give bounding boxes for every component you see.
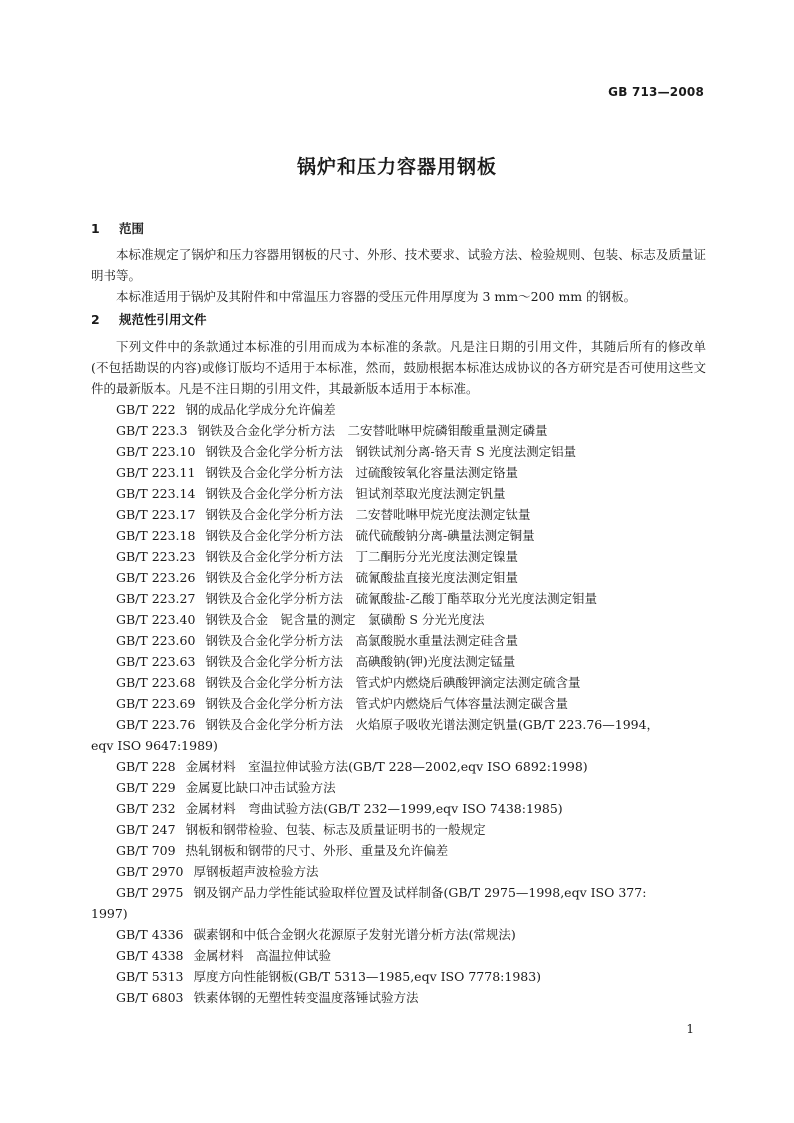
references-intro-paragraph: 下列文件中的条款通过本标准的引用而成为本标准的条款。凡是注日期的引用文件，其随后所有的修改单(不包括勘误的内容)或修订版均不适用于本标准，然而，鼓励根据本标准达成协议的各方研究是否可使用这些文件的最新版本。凡是不注日期的引用文件，其最新版本适用于本标准。 bbox=[91, 339, 706, 396]
reference-code: GB/T 223.27 bbox=[116, 591, 196, 606]
reference-item bbox=[91, 966, 706, 987]
reference-title: 钢铁及合金化学分析方法 火焰原子吸收光谱法测定钒量(GB/T 223.76—1994， bbox=[205, 717, 660, 732]
reference-title: 钢铁及合金化学分析方法 高氯酸脱水重量法测定硅含量 bbox=[205, 633, 518, 648]
section-number: 2 bbox=[91, 312, 100, 327]
reference-title: 碳素钢和中低合金钢火花源原子发射光谱分析方法(常规法) bbox=[193, 927, 516, 942]
reference-title: 金属材料 高温拉伸试验 bbox=[193, 948, 332, 963]
section-number: 1 bbox=[91, 221, 100, 236]
reference-code: GB/T 223.40 bbox=[116, 612, 196, 627]
reference-code: GB/T 223.60 bbox=[116, 633, 196, 648]
section-title: 范围 bbox=[119, 221, 145, 236]
reference-item bbox=[91, 420, 706, 441]
reference-code: GB/T 223.69 bbox=[116, 696, 196, 711]
reference-code: GB/T 709 bbox=[116, 843, 176, 858]
reference-item bbox=[91, 987, 706, 1008]
reference-item bbox=[91, 567, 706, 588]
reference-code: GB/T 223.26 bbox=[116, 570, 196, 585]
reference-item bbox=[91, 504, 706, 525]
reference-code: GB/T 223.63 bbox=[116, 654, 196, 669]
reference-item bbox=[91, 756, 706, 777]
section-title: 规范性引用文件 bbox=[119, 312, 207, 327]
reference-item bbox=[91, 840, 706, 861]
scope-paragraph-2: 本标准适用于锅炉及其附件和中常温压力容器的受压元件用厚度为 3 mm～200 mm 的钢板。 bbox=[116, 289, 637, 304]
reference-title: 钢铁及合金化学分析方法 硫氰酸盐直接光度法测定钼量 bbox=[205, 570, 518, 585]
reference-title: 钢铁及合金化学分析方法 丁二酮肟分光光度法测定镍量 bbox=[205, 549, 518, 564]
scope-paragraph-1: 本标准规定了锅炉和压力容器用钢板的尺寸、外形、技术要求、试验方法、检验规则、包装、标志及质量证明书等。 bbox=[91, 247, 706, 283]
document-body bbox=[91, 218, 706, 1008]
reference-code: GB/T 229 bbox=[116, 780, 176, 795]
document-title: 锅炉和压力容器用钢板 bbox=[296, 156, 497, 178]
reference-code: GB/T 223.11 bbox=[116, 465, 196, 480]
reference-title: 厚度方向性能钢板(GB/T 5313—1985,eqv ISO 7778:1983) bbox=[193, 969, 542, 984]
reference-item bbox=[91, 882, 706, 903]
reference-title: 钢铁及合金 铌含量的测定 氯磺酚 S 分光光度法 bbox=[205, 612, 485, 627]
reference-item bbox=[91, 945, 706, 966]
reference-continuation: 1997) bbox=[91, 906, 128, 921]
reference-item bbox=[91, 525, 706, 546]
reference-item bbox=[91, 546, 706, 567]
reference-title: 钢铁及合金化学分析方法 管式炉内燃烧后气体容量法测定碳含量 bbox=[205, 696, 568, 711]
reference-code: GB/T 222 bbox=[116, 402, 176, 417]
reference-title: 钢铁及合金化学分析方法 钽试剂萃取光度法测定钒量 bbox=[205, 486, 506, 501]
reference-item bbox=[91, 399, 706, 420]
reference-title: 厚钢板超声波检验方法 bbox=[193, 864, 319, 879]
reference-item bbox=[91, 714, 706, 735]
reference-title: 钢铁及合金化学分析方法 硫氰酸盐-乙酸丁酯萃取分光光度法测定钼量 bbox=[205, 591, 598, 606]
reference-code: GB/T 223.3 bbox=[116, 423, 188, 438]
reference-title: 金属材料 室温拉伸试验方法(GB/T 228—2002,eqv ISO 6892:1998) bbox=[185, 759, 588, 774]
reference-item bbox=[91, 630, 706, 651]
reference-code: GB/T 2970 bbox=[116, 864, 184, 879]
reference-code: GB/T 4336 bbox=[116, 927, 184, 942]
reference-title: 金属材料 弯曲试验方法(GB/T 232—1999,eqv ISO 7438:1985) bbox=[185, 801, 563, 816]
reference-code: GB/T 228 bbox=[116, 759, 176, 774]
reference-title: 铁素体钢的无塑性转变温度落锤试验方法 bbox=[193, 990, 419, 1005]
reference-title: 钢铁及合金化学分析方法 钢铁试剂分离-铬天青 S 光度法测定铝量 bbox=[205, 444, 577, 459]
section-heading-scope bbox=[91, 218, 706, 239]
reference-code: GB/T 223.76 bbox=[116, 717, 196, 732]
reference-code: GB/T 223.14 bbox=[116, 486, 196, 501]
reference-title: 钢及钢产品力学性能试验取样位置及试样制备(GB/T 2975—1998,eqv ISO 377: bbox=[193, 885, 647, 900]
reference-code: GB/T 6803 bbox=[116, 990, 184, 1005]
reference-code: GB/T 232 bbox=[116, 801, 176, 816]
reference-item bbox=[91, 672, 706, 693]
reference-item bbox=[91, 609, 706, 630]
reference-title: 钢铁及合金化学分析方法 管式炉内燃烧后碘酸钾滴定法测定硫含量 bbox=[205, 675, 581, 690]
reference-code: GB/T 223.68 bbox=[116, 675, 196, 690]
reference-code: GB/T 223.18 bbox=[116, 528, 196, 543]
page-number: 1 bbox=[686, 1022, 694, 1036]
reference-title: 钢板和钢带检验、包装、标志及质量证明书的一般规定 bbox=[185, 822, 486, 837]
reference-code: GB/T 223.17 bbox=[116, 507, 196, 522]
reference-title: 钢的成品化学成分允许偏差 bbox=[185, 402, 336, 417]
reference-item bbox=[91, 588, 706, 609]
reference-item bbox=[91, 651, 706, 672]
reference-code: GB/T 247 bbox=[116, 822, 176, 837]
reference-title: 钢铁及合金化学分析方法 过硫酸铵氧化容量法测定铬量 bbox=[205, 465, 518, 480]
reference-item bbox=[91, 777, 706, 798]
reference-code: GB/T 223.10 bbox=[116, 444, 196, 459]
reference-item bbox=[91, 861, 706, 882]
reference-item bbox=[91, 798, 706, 819]
reference-title: 金属夏比缺口冲击试验方法 bbox=[185, 780, 336, 795]
reference-title: 钢铁及合金化学分析方法 硫代硫酸钠分离-碘量法测定铜量 bbox=[205, 528, 535, 543]
reference-item bbox=[91, 819, 706, 840]
reference-title: 钢铁及合金化学分析方法 二安替吡啉甲烷磷钼酸重量测定磷量 bbox=[197, 423, 548, 438]
standard-code-header: GB 713—2008 bbox=[608, 85, 704, 99]
reference-code: GB/T 223.23 bbox=[116, 549, 196, 564]
reference-code: GB/T 5313 bbox=[116, 969, 184, 984]
reference-title: 钢铁及合金化学分析方法 高碘酸钠(钾)光度法测定锰量 bbox=[205, 654, 516, 669]
reference-title: 热轧钢板和钢带的尺寸、外形、重量及允许偏差 bbox=[185, 843, 449, 858]
reference-item bbox=[91, 441, 706, 462]
reference-item bbox=[91, 924, 706, 945]
reference-title: 钢铁及合金化学分析方法 二安替吡啉甲烷光度法测定钛量 bbox=[205, 507, 531, 522]
reference-code: GB/T 4338 bbox=[116, 948, 184, 963]
reference-item bbox=[91, 693, 706, 714]
reference-code: GB/T 2975 bbox=[116, 885, 184, 900]
reference-item bbox=[91, 462, 706, 483]
reference-item bbox=[91, 483, 706, 504]
reference-list bbox=[91, 399, 706, 1008]
reference-continuation: eqv ISO 9647:1989) bbox=[91, 738, 218, 753]
section-heading-normative-references bbox=[91, 309, 706, 330]
